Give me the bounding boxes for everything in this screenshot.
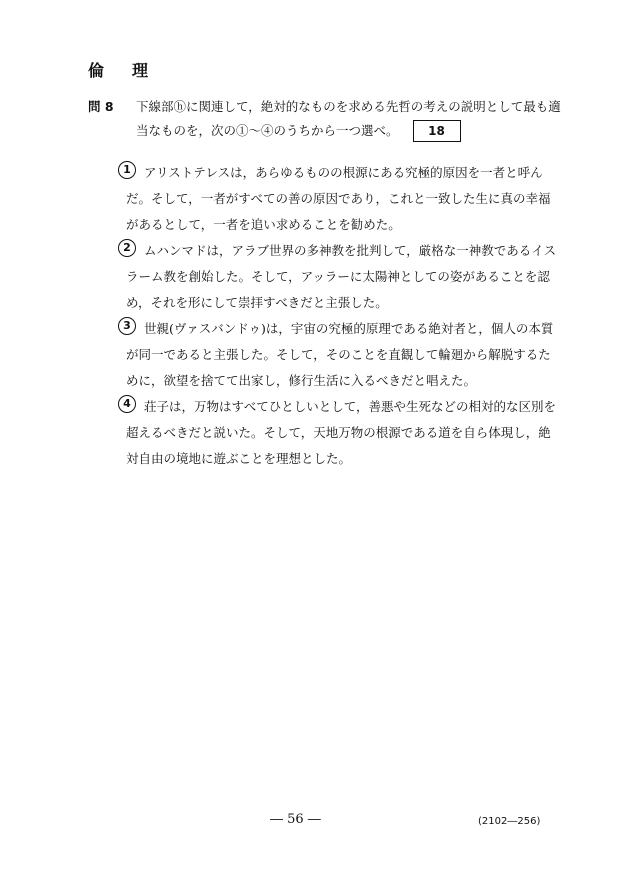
choice-number-badge: 3 [118,317,136,335]
question-block [88,95,568,143]
choice-item[interactable] [118,160,568,238]
subject-heading: 倫 理 [88,61,155,80]
choice-text-line: 世親(ヴァスバンドゥ)は，宇宙の究極的原理である絶対者と，個人の本質 [144,321,554,336]
choice-number-badge: 1 [118,161,136,179]
choice-number-badge: 2 [118,239,136,257]
exam-code: (2102―256) [478,816,541,827]
question-text-line1: 下線部ⓗに関連して，絶対的なものを求める先哲の考えの説明として最も適 [136,99,561,114]
choice-text-line: 荘子は，万物はすべてひとしいとして，善悪や生死などの相対的な区別を [144,399,557,414]
question-number: 問 8 [88,99,114,114]
choice-text-line: だ。そして，一者がすべての善の原因であり，これと一致した生に真の幸福 [126,191,551,206]
choice-text-line: ムハンマドは，アラブ世界の多神教を批判して，厳格な一神教であるイス [144,243,557,258]
choice-text-line: め，それを形にして崇拝すべきだと主張した。 [126,295,388,310]
choice-text-line: 対自由の境地に遊ぶことを理想とした。 [126,451,352,466]
question-text-line2-row [136,119,568,143]
choice-text-line: が同一であると主張した。そして，そのことを直観して輪廻から解脱するた [126,347,551,362]
choice-item[interactable] [118,316,568,394]
choice-text-line: めに，欲望を捨てて出家し，修行生活に入るべきだと唱えた。 [126,373,477,388]
question-text-line2: 当なものを，次の①～④のうちから一つ選べ。 [136,123,399,138]
choice-item[interactable] [118,238,568,316]
choice-number-badge: 4 [118,395,136,413]
choice-text-line: 超えるべきだと説いた。そして，天地万物の根源である道を自ら体現し，絶 [126,425,551,440]
choice-list [118,160,568,472]
choice-item[interactable] [118,394,568,472]
choice-text-line: があるとして，一者を追い求めることを勧めた。 [126,217,401,232]
page-number: ― 56 ― [270,812,321,827]
answer-number-box: 18 [413,120,461,142]
choice-text-line: アリストテレスは，あらゆるものの根源にある究極的原因を一者と呼ん [144,165,543,180]
choice-text-line: ラーム教を創始した。そして，アッラーに太陽神としての姿があることを認 [126,269,550,284]
